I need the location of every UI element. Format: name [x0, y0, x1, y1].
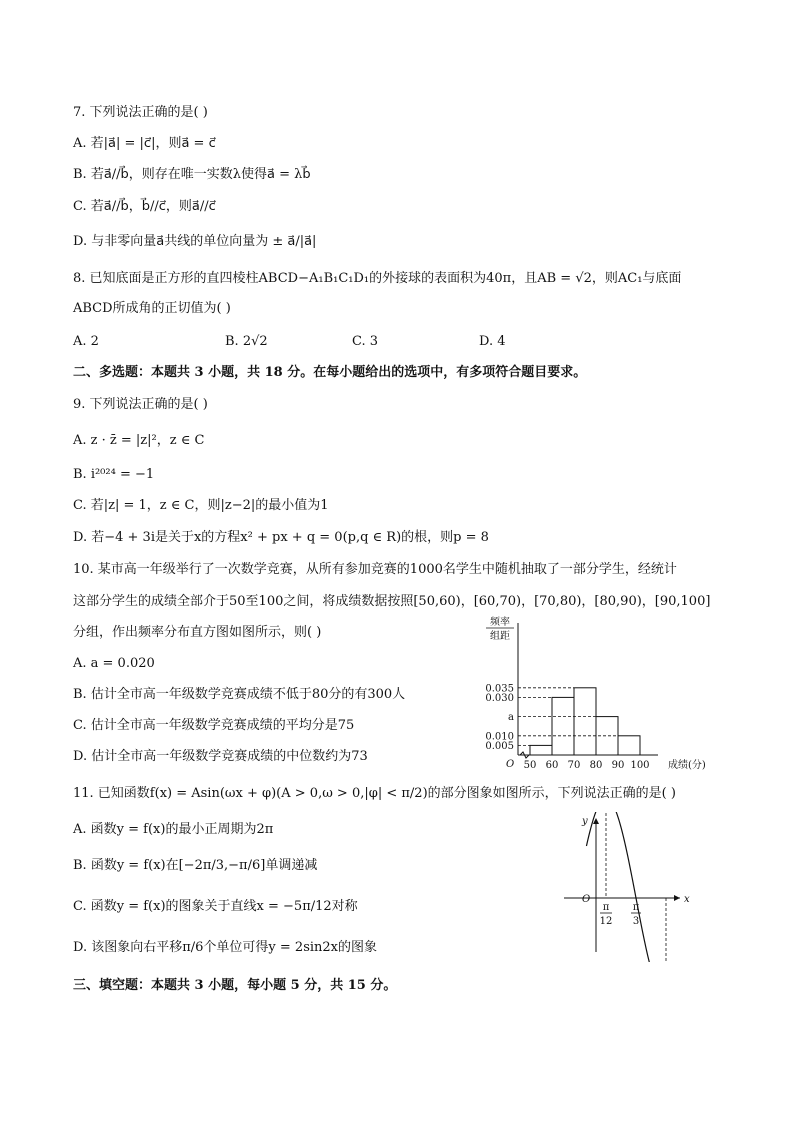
q9-option-d: D. 若−4 + 3i是关于x的方程x² + px + q = 0(p,q ∈ R)的根，则p = 8 — [73, 530, 489, 545]
q7-stem: 7. 下列说法正确的是( ) — [73, 105, 208, 120]
x-tick-label: 80 — [589, 760, 603, 771]
q10-stem-line3: 分组，作出频率分布直方图如图所示，则( ) — [73, 625, 322, 640]
tick1-denominator: 12 — [599, 916, 613, 927]
x-axis-arrow-icon — [674, 895, 680, 901]
histogram-bar — [552, 697, 574, 755]
q10-stem-line2: 这部分学生的成绩全部介于50至100之间，将成绩数据按照[50,60)，[60,70)，[70,80)，[80,90)，[90,100] — [73, 594, 711, 609]
q8-option-c: C. 3 — [352, 334, 379, 349]
sine-curve — [586, 812, 670, 962]
q11-option-d: D. 该图象向右平移π/6个单位可得y = 2sin2x的图象 — [73, 940, 377, 955]
x-tick-label: 70 — [567, 760, 581, 771]
y-axis-label-top: 频率 — [490, 617, 510, 628]
y-tick-label: 0.005 — [485, 740, 514, 752]
x-tick-label: 60 — [545, 760, 559, 771]
q7-option-a: A. 若|a⃗| = |c⃗|，则a⃗ = c⃗ — [73, 136, 216, 151]
histogram-bar — [530, 745, 552, 755]
q7-option-d: D. 与非零向量a⃗共线的单位向量为 ± a⃗/|a⃗| — [73, 234, 317, 249]
q9-option-c: C. 若|z| = 1，z ∈ C，则|z−2|的最小值为1 — [73, 498, 329, 513]
frequency-histogram — [468, 613, 732, 775]
q8-stem-line1: 8. 已知底面是正方形的直四棱柱ABCD−A₁B₁C₁D₁的外接球的表面积为40π，且AB = √2，则AC₁与底面 — [73, 271, 682, 286]
q8-option-b: B. 2√2 — [225, 334, 268, 349]
x-tick-label: 100 — [630, 760, 650, 771]
sine-function-graph — [560, 812, 700, 962]
q7-option-b: B. 若a⃗//b⃗，则存在唯一实数λ使得a⃗ = λb⃗ — [73, 167, 311, 182]
q8-option-d: D. 4 — [479, 334, 506, 349]
q10-option-a: A. a = 0.020 — [73, 656, 155, 671]
histogram-bar — [574, 688, 596, 755]
tick2-denominator: 3 — [632, 916, 640, 927]
x-axis-label: 成绩(分) — [668, 760, 706, 771]
q10-option-c: C. 估计全市高一年级数学竞赛成绩的平均分是75 — [73, 718, 355, 733]
y-tick-label: a — [508, 712, 514, 724]
y-axis-label-bottom: 组距 — [490, 631, 510, 642]
x-axis-label: x — [684, 894, 690, 905]
y-tick-label: 0.030 — [485, 692, 514, 704]
q11-option-b: B. 函数y = f(x)在[−2π/3,−π/6]单调递减 — [73, 858, 318, 873]
y-axis-label: y — [582, 816, 588, 827]
q8-option-a: A. 2 — [73, 334, 99, 349]
q11-stem: 11. 已知函数f(x) = Asin(ωx + φ)(A > 0,ω > 0,|φ| < π/2)的部分图象如图所示，下列说法正确的是( ) — [73, 786, 676, 801]
histogram-bar — [618, 736, 640, 755]
tick2-numerator: π — [632, 902, 640, 913]
x-tick-label: 90 — [611, 760, 625, 771]
q10-option-d: D. 估计全市高一年级数学竞赛成绩的中位数约为73 — [73, 749, 368, 764]
q8-stem-line2: ABCD所成角的正切值为( ) — [73, 301, 231, 316]
q10-stem-line1: 10. 某市高一年级举行了一次数学竞赛，从所有参加竞赛的1000名学生中随机抽取了一部分学生，经统计 — [73, 562, 677, 577]
q9-option-a: A. z · z̄ = |z|²，z ∈ C — [73, 433, 205, 448]
q9-stem: 9. 下列说法正确的是( ) — [73, 397, 208, 412]
q9-option-b: B. i²⁰²⁴ = −1 — [73, 467, 155, 482]
tick1-numerator: π — [602, 902, 610, 913]
x-tick-label: 50 — [523, 760, 537, 771]
y-tick-label: 0.035 — [485, 683, 514, 695]
section-heading-multi-choice: 二、多选题：本题共 3 小题，共 18 分。在每小题给出的选项中，有多项符合题目要求。 — [73, 365, 587, 380]
q11-option-c: C. 函数y = f(x)的图象关于直线x = −5π/12对称 — [73, 899, 358, 914]
section-heading-fill-in: 三、填空题：本题共 3 小题，每小题 5 分，共 15 分。 — [73, 978, 397, 993]
q10-option-b: B. 估计全市高一年级数学竞赛成绩不低于80分的有300人 — [73, 687, 406, 702]
y-tick-label: 0.010 — [485, 731, 514, 743]
q11-option-a: A. 函数y = f(x)的最小正周期为2π — [73, 822, 274, 837]
origin-label: O — [506, 759, 515, 770]
origin-label: O — [582, 894, 591, 905]
q7-option-c: C. 若a⃗//b⃗，b⃗//c⃗，则a⃗//c⃗ — [73, 199, 216, 214]
